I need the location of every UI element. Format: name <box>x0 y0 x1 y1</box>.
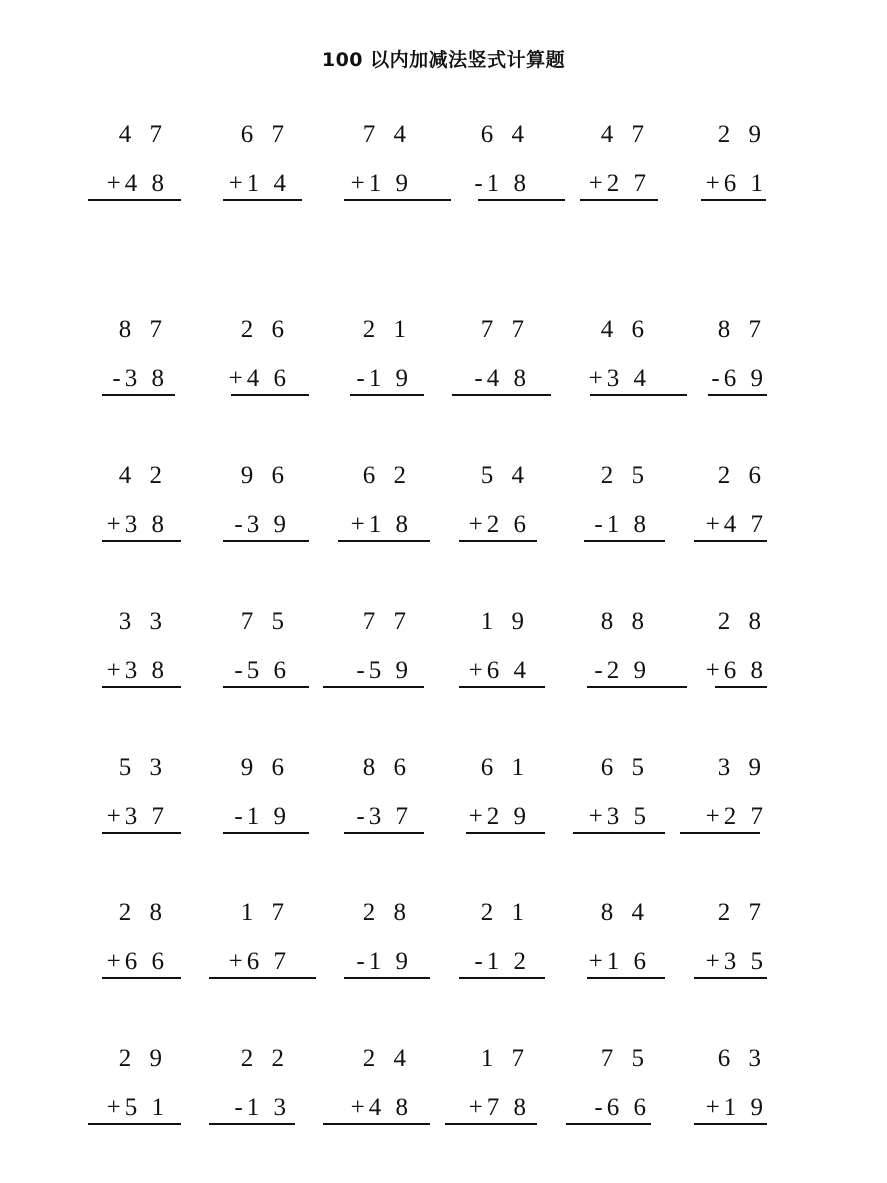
vertical-problem <box>687 607 767 697</box>
second-operand: +3 8 <box>106 657 168 684</box>
answer-line <box>323 686 424 688</box>
second-operand: -2 9 <box>594 657 650 684</box>
second-operand: +7 8 <box>468 1094 530 1121</box>
second-operand: +2 6 <box>468 511 530 538</box>
problem-row <box>0 461 887 551</box>
first-operand: 2 1 <box>362 316 412 343</box>
vertical-problem <box>323 607 424 697</box>
second-operand: -1 8 <box>474 170 530 197</box>
answer-line <box>209 977 316 979</box>
page-title: 100 以内加减法竖式计算题 <box>321 49 566 71</box>
vertical-problem <box>687 461 767 551</box>
second-operand: +3 7 <box>106 803 168 830</box>
second-operand: -1 8 <box>594 511 650 538</box>
first-operand: 5 3 <box>118 754 168 781</box>
second-operand: +2 7 <box>588 170 650 197</box>
first-operand: 2 5 <box>600 462 650 489</box>
problem-row <box>0 120 887 210</box>
answer-line <box>223 832 309 834</box>
vertical-problem <box>570 315 687 405</box>
problem-row <box>0 315 887 405</box>
vertical-problem <box>88 753 181 843</box>
answer-line <box>694 977 767 979</box>
first-operand: 6 1 <box>480 754 530 781</box>
first-operand: 1 7 <box>480 1045 530 1072</box>
answer-line <box>694 540 767 542</box>
first-operand: 6 3 <box>717 1045 767 1072</box>
problem-row <box>0 898 887 988</box>
answer-line <box>223 540 309 542</box>
vertical-problem <box>450 461 537 551</box>
answer-line <box>209 1123 295 1125</box>
second-operand: +1 4 <box>228 170 290 197</box>
second-operand: +6 1 <box>705 170 767 197</box>
first-operand: 6 5 <box>600 754 650 781</box>
answer-line <box>459 686 545 688</box>
answer-line <box>102 394 175 396</box>
first-operand: 2 6 <box>717 462 767 489</box>
first-operand: 8 7 <box>118 316 168 343</box>
answer-line <box>344 977 430 979</box>
first-operand: 5 4 <box>480 462 530 489</box>
answer-line <box>338 540 430 542</box>
first-operand: 8 6 <box>362 754 412 781</box>
second-operand: +3 5 <box>588 803 650 830</box>
first-operand: 6 4 <box>480 121 530 148</box>
second-operand: +6 6 <box>106 948 168 975</box>
vertical-problem <box>88 120 181 210</box>
vertical-problem <box>88 315 175 405</box>
first-operand: 4 2 <box>118 462 168 489</box>
first-operand: 2 8 <box>118 899 168 926</box>
answer-line <box>102 832 181 834</box>
answer-line <box>231 394 309 396</box>
vertical-problem <box>450 120 565 210</box>
second-operand: +6 4 <box>468 657 530 684</box>
answer-line <box>344 832 424 834</box>
first-operand: 4 7 <box>600 121 650 148</box>
vertical-problem <box>687 120 767 210</box>
answer-line <box>102 686 181 688</box>
vertical-problem <box>570 461 665 551</box>
first-operand: 4 7 <box>118 121 168 148</box>
vertical-problem <box>209 898 316 988</box>
first-operand: 7 5 <box>240 608 290 635</box>
vertical-problem <box>680 753 767 843</box>
answer-line <box>680 832 760 834</box>
answer-line <box>350 394 424 396</box>
answer-line <box>708 394 767 396</box>
answer-line <box>88 199 181 201</box>
second-operand: +4 8 <box>106 170 168 197</box>
second-operand: -3 8 <box>112 365 168 392</box>
second-operand: -3 7 <box>356 803 412 830</box>
second-operand: +3 4 <box>588 365 650 392</box>
first-operand: 7 7 <box>362 608 412 635</box>
second-operand: +5 1 <box>106 1094 168 1121</box>
vertical-problem <box>450 753 545 843</box>
first-operand: 6 2 <box>362 462 412 489</box>
vertical-problem <box>332 461 430 551</box>
second-operand: +2 7 <box>705 803 767 830</box>
first-operand: 2 9 <box>717 121 767 148</box>
second-operand: -5 9 <box>356 657 412 684</box>
answer-line <box>223 686 309 688</box>
vertical-problem <box>687 315 767 405</box>
vertical-problem <box>570 607 687 697</box>
first-operand: 4 6 <box>600 316 650 343</box>
vertical-problem <box>210 461 309 551</box>
vertical-problem <box>570 753 665 843</box>
answer-line <box>584 540 665 542</box>
vertical-problem <box>332 753 424 843</box>
answer-line <box>573 832 665 834</box>
answer-line <box>694 1123 767 1125</box>
vertical-problem <box>450 315 551 405</box>
answer-line <box>459 977 545 979</box>
second-operand: +6 7 <box>228 948 290 975</box>
first-operand: 9 6 <box>240 462 290 489</box>
first-operand: 2 9 <box>118 1045 168 1072</box>
vertical-problem <box>209 1044 295 1134</box>
second-operand: -1 9 <box>356 948 412 975</box>
first-operand: 8 7 <box>717 316 767 343</box>
vertical-problem <box>450 607 545 697</box>
first-operand: 8 4 <box>600 899 650 926</box>
vertical-problem <box>88 461 181 551</box>
answer-line <box>580 199 658 201</box>
answer-line <box>102 977 181 979</box>
second-operand: -3 9 <box>234 511 290 538</box>
second-operand: +4 8 <box>350 1094 412 1121</box>
second-operand: -1 2 <box>474 948 530 975</box>
vertical-problem <box>332 120 451 210</box>
first-operand: 2 1 <box>480 899 530 926</box>
answer-line <box>459 540 537 542</box>
vertical-problem <box>687 898 767 988</box>
second-operand: +1 9 <box>705 1094 767 1121</box>
second-operand: -1 3 <box>234 1094 290 1121</box>
first-operand: 2 4 <box>362 1045 412 1072</box>
vertical-problem <box>88 898 181 988</box>
vertical-problem <box>210 120 302 210</box>
vertical-problem <box>88 607 181 697</box>
first-operand: 2 7 <box>717 899 767 926</box>
first-operand: 2 2 <box>240 1045 290 1072</box>
answer-line <box>587 977 665 979</box>
first-operand: 9 6 <box>240 754 290 781</box>
answer-line <box>323 1123 430 1125</box>
first-operand: 2 8 <box>717 608 767 635</box>
second-operand: -6 6 <box>594 1094 650 1121</box>
first-operand: 1 7 <box>240 899 290 926</box>
answer-line <box>344 199 451 201</box>
second-operand: -6 9 <box>711 365 767 392</box>
vertical-problem <box>88 1044 181 1134</box>
first-operand: 3 9 <box>717 754 767 781</box>
problem-row <box>0 1044 887 1134</box>
answer-line <box>88 1123 181 1125</box>
vertical-problem <box>210 753 309 843</box>
vertical-problem <box>566 1044 651 1134</box>
first-operand: 2 6 <box>240 316 290 343</box>
problem-row <box>0 753 887 843</box>
answer-line <box>701 199 766 201</box>
first-operand: 8 8 <box>600 608 650 635</box>
vertical-problem <box>210 315 309 405</box>
vertical-problem <box>570 898 665 988</box>
vertical-problem <box>332 898 430 988</box>
second-operand: +1 8 <box>350 511 412 538</box>
vertical-problem <box>570 120 658 210</box>
second-operand: -1 9 <box>234 803 290 830</box>
first-operand: 6 7 <box>240 121 290 148</box>
answer-line <box>715 686 767 688</box>
second-operand: +2 9 <box>468 803 530 830</box>
answer-line <box>587 686 687 688</box>
second-operand: +6 8 <box>705 657 767 684</box>
vertical-problem <box>450 898 545 988</box>
answer-line <box>223 199 302 201</box>
vertical-problem <box>323 1044 430 1134</box>
first-operand: 7 5 <box>600 1045 650 1072</box>
second-operand: +1 6 <box>588 948 650 975</box>
answer-line <box>478 199 565 201</box>
second-operand: +1 9 <box>350 170 412 197</box>
first-operand: 7 4 <box>362 121 412 148</box>
answer-line <box>466 832 545 834</box>
answer-line <box>452 394 551 396</box>
answer-line <box>445 1123 537 1125</box>
problem-row <box>0 607 887 697</box>
vertical-problem <box>687 1044 767 1134</box>
vertical-problem <box>210 607 309 697</box>
vertical-problem <box>332 315 424 405</box>
second-operand: -5 6 <box>234 657 290 684</box>
second-operand: +4 7 <box>705 511 767 538</box>
second-operand: +4 6 <box>228 365 290 392</box>
answer-line <box>102 540 181 542</box>
first-operand: 3 3 <box>118 608 168 635</box>
second-operand: -4 8 <box>474 365 530 392</box>
second-operand: +3 5 <box>705 948 767 975</box>
first-operand: 2 8 <box>362 899 412 926</box>
first-operand: 7 7 <box>480 316 530 343</box>
answer-line <box>590 394 687 396</box>
answer-line <box>566 1123 651 1125</box>
first-operand: 1 9 <box>480 608 530 635</box>
vertical-problem <box>445 1044 537 1134</box>
second-operand: +3 8 <box>106 511 168 538</box>
second-operand: -1 9 <box>356 365 412 392</box>
